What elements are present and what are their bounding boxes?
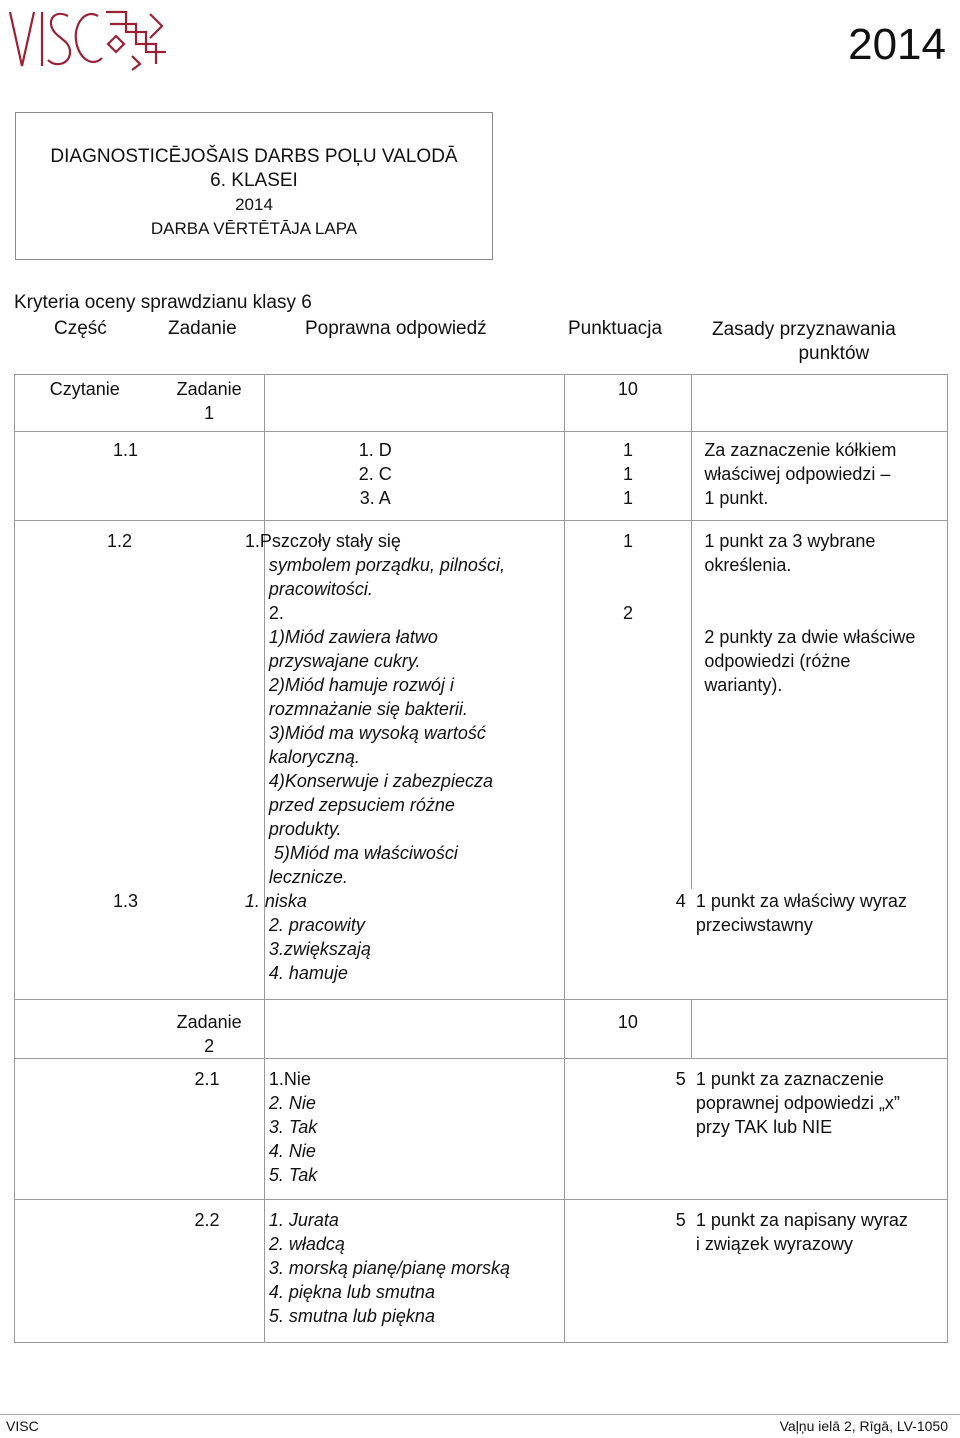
row-2-2-num: 2.2 xyxy=(154,1200,264,1343)
title-line-2: 6. KLASEI xyxy=(210,170,298,191)
table-row-1-1 xyxy=(15,432,948,521)
row-2-1-num: 2.1 xyxy=(154,1059,264,1200)
row-1-3-rules: 1 punkt za właściwy wyraz przeciwstawny xyxy=(692,889,948,1000)
title-line-3: 2014 xyxy=(235,195,273,214)
section2-task: Zadanie 2 xyxy=(154,1000,264,1059)
row-2-2-rules: 1 punkt za napisany wyraz i związek wyrazowy xyxy=(692,1200,948,1343)
section2-total: 10 xyxy=(564,1000,692,1059)
col-header-points: Punktuacja xyxy=(568,318,663,339)
row-1-3-num: 1.3 xyxy=(15,889,155,1000)
table-row-2-2 xyxy=(15,1200,948,1343)
row-1-1-points: 1 1 1 xyxy=(564,432,692,521)
col-header-task: Zadanie xyxy=(168,318,237,339)
row-1-3-points: 4 xyxy=(564,889,692,1000)
row-1-2-num: 1.2 xyxy=(15,521,155,890)
table-row-1-2 xyxy=(15,521,948,890)
row-1-2-task-spacer xyxy=(154,521,264,890)
col-header-rules-line1: Zasady przyznawania xyxy=(712,319,896,340)
section1-task: Zadanie 1 xyxy=(154,375,264,432)
col-header-rules xyxy=(712,318,896,366)
row-1-1-answers: 1. D 2. C 3. A xyxy=(264,432,564,521)
title-box xyxy=(15,112,493,260)
title-line-4: DARBA VĒRTĒTĀJA LAPA xyxy=(150,219,358,238)
row-2-1-rules: 1 punkt za zaznaczenie poprawnej odpowiedzi „x” przy TAK lub NIE xyxy=(692,1059,948,1200)
svg-text:VISC: VISC xyxy=(6,4,9,5)
table-row-2-1 xyxy=(15,1059,948,1200)
row-2-2-points: 5 xyxy=(564,1200,692,1343)
title-line-1: DIAGNOSTICĒJOŠAIS DARBS POĻU VALODĀ xyxy=(50,146,458,167)
table-row-1-3 xyxy=(15,889,948,1000)
row-1-2-points: 1 2 xyxy=(564,521,692,890)
year-label: 2014 xyxy=(848,20,946,69)
section1-header-row xyxy=(15,375,948,432)
row-1-3-answers: 1. niska 2. pracowity 3.zwiększają 4. hamuje xyxy=(264,889,564,1000)
row-2-1-answers: 1.Nie 2. Nie 3. Tak 4. Nie 5. Tak xyxy=(264,1059,564,1200)
row-1-2-rules: 1 punkt za 3 wybrane określenia. 2 punkty za dwie właściwe odpowiedzi (różne warianty). xyxy=(692,521,948,890)
row-1-2-answers: 1.Pszczoły stały się symbolem porządku, pilności, pracowitości. 2. 1)Miód zawiera łatwo przyswajane cukry. 2)Miód hamuje rozwój i rozmnażanie się bakterii. 3)Miód ma wysoką wartość kaloryczną. 4)Konserwuje i zabezpiecza przed zepsuciem różne produkty. 5)Miód ma właściwości lecznicze. xyxy=(264,521,564,890)
row-2-2-answers: 1. Jurata 2. władcą 3. morską pianę/pianę morską 4. piękna lub smutna 5. smutna lub piękna xyxy=(264,1200,564,1343)
footer-divider xyxy=(0,1414,960,1415)
section1-total: 10 xyxy=(564,375,692,432)
col-header-part: Część xyxy=(54,318,107,339)
visc-logo xyxy=(6,4,168,72)
row-1-1-rules: Za zaznaczenie kółkiem właściwej odpowiedzi – 1 punkt. xyxy=(692,432,948,521)
footer-left: VISC xyxy=(6,1418,39,1434)
footer-address: Vaļņu ielā 2, Rīgā, LV-1050 xyxy=(779,1418,948,1434)
col-header-answer: Poprawna odpowiedź xyxy=(305,318,487,339)
col-header-rules-line2: punktów xyxy=(798,343,870,364)
section1-part: Czytanie xyxy=(15,375,155,432)
row-2-1-points: 5 xyxy=(564,1059,692,1200)
section2-header-row xyxy=(15,1000,948,1059)
criteria-table xyxy=(14,374,948,1343)
criteria-title: Kryteria oceny sprawdzianu klasy 6 xyxy=(14,292,312,313)
row-1-1-num: 1.1 xyxy=(15,432,155,521)
